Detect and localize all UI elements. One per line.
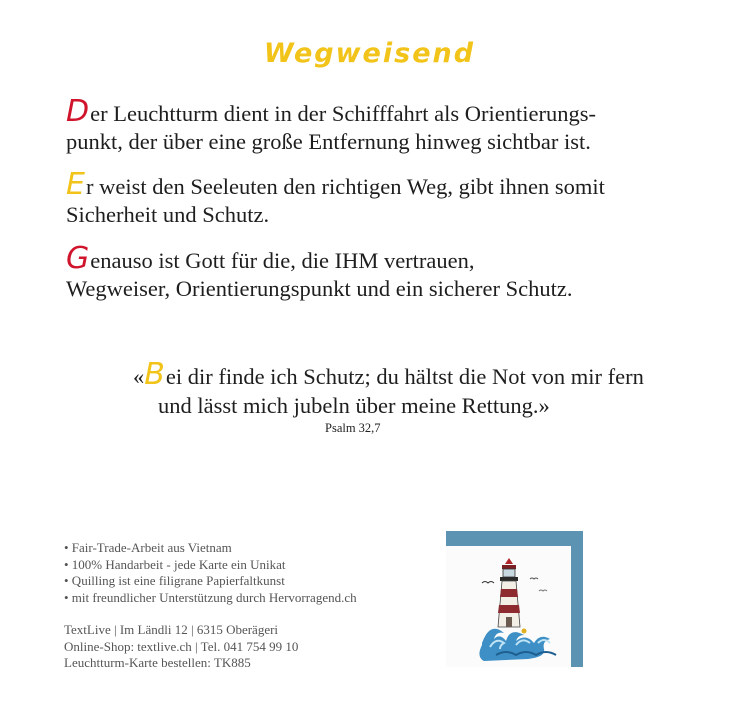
paragraph-1 xyxy=(66,94,706,156)
quote-line-2: und lässt mich jubeln über meine Rettung.» xyxy=(158,393,550,418)
paragraph-3-line-1: Genauso ist Gott für die, die IHM vertrauen, xyxy=(66,241,475,276)
paragraph-1-line-2: punkt, der über eine große Entfernung hinweg sichtbar ist. xyxy=(66,129,591,154)
contact-address: TextLive | Im Ländli 12 | 6315 Oberägeri xyxy=(64,622,279,637)
contact-shop: Online-Shop: textlive.ch | Tel. 041 754 99 10 xyxy=(64,638,299,654)
initial-letter-e: E xyxy=(66,167,85,202)
list-item: • 100% Handarbeit - jede Karte ein Unikat xyxy=(64,556,286,572)
initial-letter-g: G xyxy=(66,241,90,276)
list-item: • mit freundlicher Unterstützung durch Hervorragend.ch xyxy=(64,589,357,605)
contact-info xyxy=(64,622,298,672)
lighthouse-icon xyxy=(446,531,583,667)
contact-order: Leuchtturm-Karte bestellen: TK885 xyxy=(64,655,251,670)
paragraph-3 xyxy=(66,241,706,303)
paragraph-3-line-2: Wegweiser, Orientierungspunkt und ein sicherer Schutz. xyxy=(66,276,573,301)
list-item: • Fair-Trade-Arbeit aus Vietnam xyxy=(64,540,232,555)
paragraph-1-line-1: Der Leuchtturm dient in der Schifffahrt als Orientierungs- xyxy=(66,94,596,129)
paragraph-2-line-1: Er weist den Seeleuten den richtigen Weg, gibt ihnen somit xyxy=(66,167,605,202)
bible-quote xyxy=(133,357,673,420)
initial-letter-b: B xyxy=(144,357,165,392)
page-title: Wegweisend xyxy=(263,38,476,69)
list-item: • Quilling ist eine filigrane Papierfaltkunst xyxy=(64,573,285,588)
quote-line-1: «Bei dir finde ich Schutz; du hältst die Not von mir fern xyxy=(133,357,644,392)
lighthouse-card-image xyxy=(446,531,583,667)
paragraph-2 xyxy=(66,167,706,229)
feature-list xyxy=(64,540,357,606)
paragraph-2-line-2: Sicherheit und Schutz. xyxy=(66,202,270,227)
quote-reference: Psalm 32,7 xyxy=(325,421,381,435)
initial-letter-d: D xyxy=(66,94,90,129)
